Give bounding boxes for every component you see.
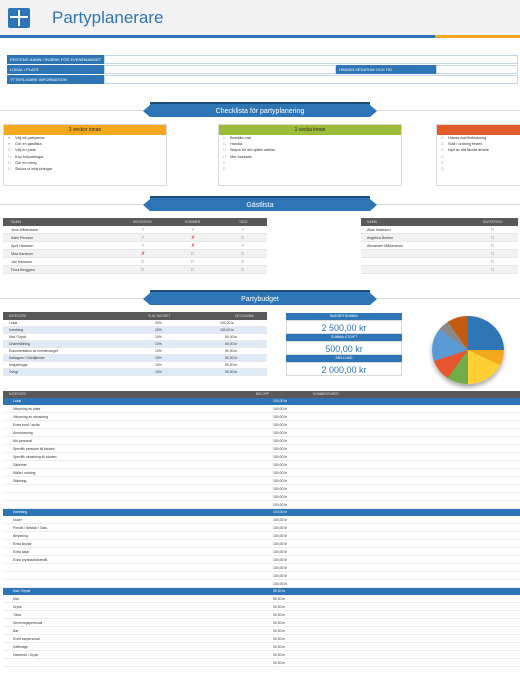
budget-table-header: KATEGORI % AV BUDGET DELSUMMA	[3, 312, 267, 320]
guest-row[interactable]: Alexander Mårtensson □	[361, 242, 518, 250]
detail-row[interactable]: Extra bord / stolar 100,00 kr	[3, 421, 520, 429]
detail-row[interactable]: 50,00 kr	[3, 659, 520, 667]
detail-row[interactable]: Dryck 50,00 kr	[3, 603, 520, 611]
budget-table	[3, 312, 267, 376]
detail-row[interactable]: Extra barpersonal 50,00 kr	[3, 635, 520, 643]
budget-total-label: BUDGETSUMMA	[286, 313, 402, 320]
detail-row[interactable]: Extra skyltar 100,00 kr	[3, 540, 520, 548]
detail-row[interactable]: Bar 50,00 kr	[3, 627, 520, 635]
detail-row[interactable]: 100,00 kr	[3, 485, 520, 493]
checklist-item[interactable]: □ Beställa mat	[223, 136, 251, 140]
guest-row[interactable]: □	[361, 250, 518, 258]
budget-row[interactable]: Underhållning 10% 50,00 kr	[3, 341, 267, 348]
checklist-item[interactable]: □ Mer backsalt	[223, 154, 252, 159]
checklist-item[interactable]: □ Hämta mat/förfriskning	[441, 136, 487, 140]
detail-row[interactable]: Uthyrning av plats 100,00 kr	[3, 405, 520, 413]
detail-section-header: Mat / Dryck 50,00 kr	[3, 588, 520, 595]
checklist-banner: Checklista för partyplanering	[150, 102, 370, 117]
budget-banner: Partybudget	[150, 290, 370, 305]
detail-row[interactable]: Serveringspersonal 50,00 kr	[3, 619, 520, 627]
detail-row[interactable]: Kaffevagn 50,00 kr	[3, 643, 520, 651]
checklist-card-3-weeks	[3, 124, 167, 186]
guest-row[interactable]: □	[361, 266, 518, 274]
guest-row[interactable]: April Hansson ✓ ✗ ✓	[3, 242, 267, 250]
guest-table-right	[361, 218, 518, 274]
guest-table-left	[3, 218, 267, 274]
party-gift-icon	[8, 8, 30, 28]
detail-section-header: Inredning 100,00 kr	[3, 509, 520, 516]
detail-row[interactable]: Städning 100,00 kr	[3, 477, 520, 485]
budget-detail-table	[3, 391, 520, 667]
budget-row[interactable]: Inredning 20% 100,00 kr	[3, 327, 267, 334]
guest-row[interactable]: Allan Mattsson □	[361, 226, 518, 234]
budget-row[interactable]: Övrigt 10% 50,00 kr	[3, 369, 267, 376]
spent-total-label: SUMMA UTGIFT	[286, 334, 402, 341]
guest-row[interactable]: □	[361, 258, 518, 266]
checklist-item[interactable]: » Välj ett partytema	[8, 136, 45, 140]
checklist-item[interactable]: □ Handla	[223, 142, 243, 147]
checklist-item[interactable]: □ Skicka ut inbjudningar	[8, 167, 53, 172]
checklist-card-header: 1 vecka innan	[219, 125, 401, 135]
remaining-label: SKILLNAD	[286, 355, 402, 362]
checklist-item[interactable]: □	[223, 167, 226, 172]
detail-row[interactable]: Extra prydnadsföremål 100,00 kr	[3, 556, 520, 564]
detail-row[interactable]: Ahl-personal 100,00 kr	[3, 437, 520, 445]
checklist-item[interactable]: □	[441, 167, 444, 172]
detail-row[interactable]: Belysning 100,00 kr	[3, 532, 520, 540]
detail-row[interactable]: Tårta 50,00 kr	[3, 611, 520, 619]
detail-row[interactable]: 100,00 kr	[3, 493, 520, 501]
detail-row[interactable]: Ställa i ordning 100,00 kr	[3, 469, 520, 477]
detail-row[interactable]: Säkerhet 100,00 kr	[3, 461, 520, 469]
venue-field[interactable]	[104, 65, 336, 74]
detail-row[interactable]: Duker 100,00 kr	[3, 516, 520, 524]
budget-row[interactable]: Lokal 20% 100,00 kr	[3, 320, 267, 327]
detail-row[interactable]: 100,00 kr	[3, 572, 520, 580]
spent-total-value: 500,00 kr	[286, 341, 402, 355]
checklist-card-1-week	[218, 124, 402, 186]
more-info-label: YTTERLIGARE INFORMATION	[7, 75, 104, 84]
event-name-label: FESTENS NAMN / RUBRIK FÖR EVENEMANGET	[7, 55, 104, 64]
remaining-value: 2 000,00 kr	[286, 362, 402, 376]
checklist-item[interactable]: □ Gör en meny	[8, 160, 37, 165]
more-info-field[interactable]	[104, 75, 518, 84]
guest-row[interactable]: Flora Berggren □ □ □	[3, 266, 267, 274]
detail-row[interactable]: 100,00 kr	[3, 564, 520, 572]
date-time-label: HÄNDELSEDATUM OCH TID	[336, 65, 436, 74]
detail-row[interactable]: Handmat / Dryck 50,00 kr	[3, 651, 520, 659]
checklist-item[interactable]: □ Ställ i ordning festen	[441, 142, 483, 147]
checklist-item[interactable]: □ Välj en plats	[8, 148, 36, 153]
budget-row[interactable]: Inbjudningar 10% 50,00 kr	[3, 362, 267, 369]
checklist-item[interactable]: □	[441, 154, 444, 159]
checklist-item[interactable]: » Gör en gästlista	[8, 142, 42, 147]
detail-row[interactable]: Specifik utrustning till lokalen 100,00 kr	[3, 453, 520, 461]
event-name-field[interactable]	[104, 55, 518, 64]
checklist-item[interactable]: □ Köp inbjudningar	[8, 154, 44, 159]
detail-row[interactable]: 100,00 kr	[3, 501, 520, 509]
detail-section-header: Lokal 100,00 kr	[3, 398, 520, 405]
budget-row[interactable]: Dokumentation av evenemanget 10% 50,00 kr	[3, 348, 267, 355]
header-accent-line	[0, 35, 435, 38]
guest-row[interactable]: Jens Mårtensson ✓ ✓ ✓	[3, 226, 267, 234]
guestlist-banner: Gästlista	[150, 196, 370, 211]
guest-table-header: NAMN INVITATION	[361, 218, 518, 226]
app-title: Partyplanerare	[52, 8, 164, 27]
venue-label: LOKAL / PLATS	[7, 65, 104, 74]
budget-row[interactable]: Deltagare / Gästfjänster 10% 50,00 kr	[3, 355, 267, 362]
detail-row[interactable]: Ahrustuvning 100,00 kr	[3, 429, 520, 437]
guest-row[interactable]: Angelica Åström □	[361, 234, 518, 242]
budget-pie-chart	[432, 316, 504, 384]
checklist-card-day-of	[436, 124, 520, 186]
detail-row[interactable]: 100,00 kr	[3, 580, 520, 588]
checklist-item[interactable]: □ Skapa för det sjätte artiklar	[223, 148, 276, 153]
checklist-item[interactable]: □ Njut av ditt fåvida arbete	[441, 148, 489, 153]
header-accent-line-orange	[435, 35, 520, 38]
detail-row[interactable]: Porslin / Bestick / Glas 100,00 kr	[3, 524, 520, 532]
detail-row[interactable]: Uthyrning av utrustning 100,00 kr	[3, 413, 520, 421]
guest-row[interactable]: Kalle Persson ✓ ✗ □	[3, 234, 267, 242]
date-time-field[interactable]	[436, 65, 518, 74]
checklist-item[interactable]: □	[223, 160, 226, 165]
guest-row[interactable]: Mira Karlsson ✗ □ □	[3, 250, 267, 258]
checklist-item[interactable]: □	[441, 160, 444, 165]
detail-row[interactable]: Mat 50,00 kr	[3, 595, 520, 603]
budget-summary	[286, 313, 402, 376]
budget-row[interactable]: Mat / Dryck 10% 50,00 kr	[3, 334, 267, 341]
checklist-card-header: 3 veckor innan	[4, 125, 166, 135]
guest-row[interactable]: Jan Hansson □ □ □	[3, 258, 267, 266]
detail-row[interactable]: Specifik personal till lokalen 100,00 kr	[3, 445, 520, 453]
budget-total-value[interactable]: 2 500,00 kr	[286, 320, 402, 334]
detail-table-header: KATEGORI BELOPP KOMMENTARER	[3, 391, 520, 398]
checklist-card-header	[437, 125, 520, 135]
detail-row[interactable]: Extra kalar 100,00 kr	[3, 548, 520, 556]
guest-table-header: NAMN INVITATION KOMMER TACK	[3, 218, 267, 226]
